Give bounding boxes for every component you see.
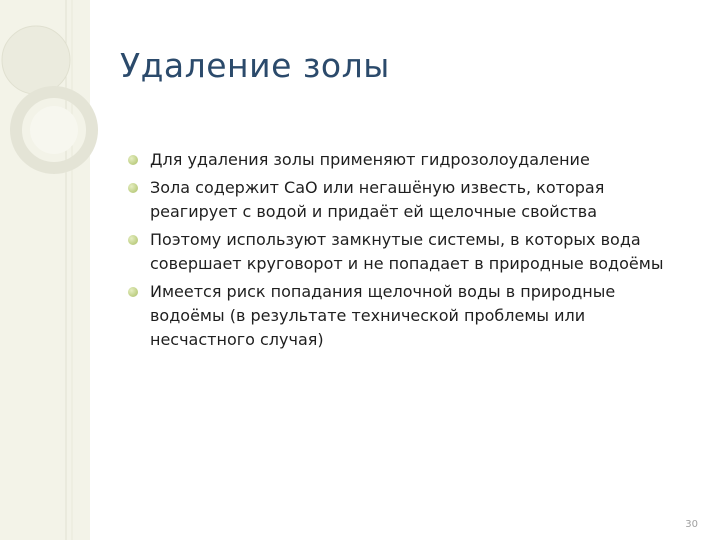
bullet-item xyxy=(128,176,688,224)
bullet-text: Зола содержит CaO или негашёную известь, которая реагирует с водой и придаёт ей щелочные свойства xyxy=(150,178,605,221)
bullet-dot-icon xyxy=(128,287,138,297)
bullet-text: Для удаления золы применяют гидрозолоудаление xyxy=(150,150,590,169)
bullet-dot-icon xyxy=(128,235,138,245)
bullet-text: Имеется риск попадания щелочной воды в природные водоёмы (в результате технической проблемы или несчастного случая) xyxy=(150,282,616,349)
bullet-list xyxy=(128,148,688,356)
slide-title: Удаление золы xyxy=(120,46,390,85)
bullet-item xyxy=(128,280,688,352)
bullet-item xyxy=(128,148,688,172)
bullet-dot-icon xyxy=(128,155,138,165)
page-number: 30 xyxy=(685,519,698,530)
bullet-item xyxy=(128,228,688,276)
bullet-text: Поэтому используют замкнутые системы, в которых вода совершает круговорот и не попадает в природные водоёмы xyxy=(150,230,664,273)
bullet-dot-icon xyxy=(128,183,138,193)
decorative-circles xyxy=(0,0,110,540)
